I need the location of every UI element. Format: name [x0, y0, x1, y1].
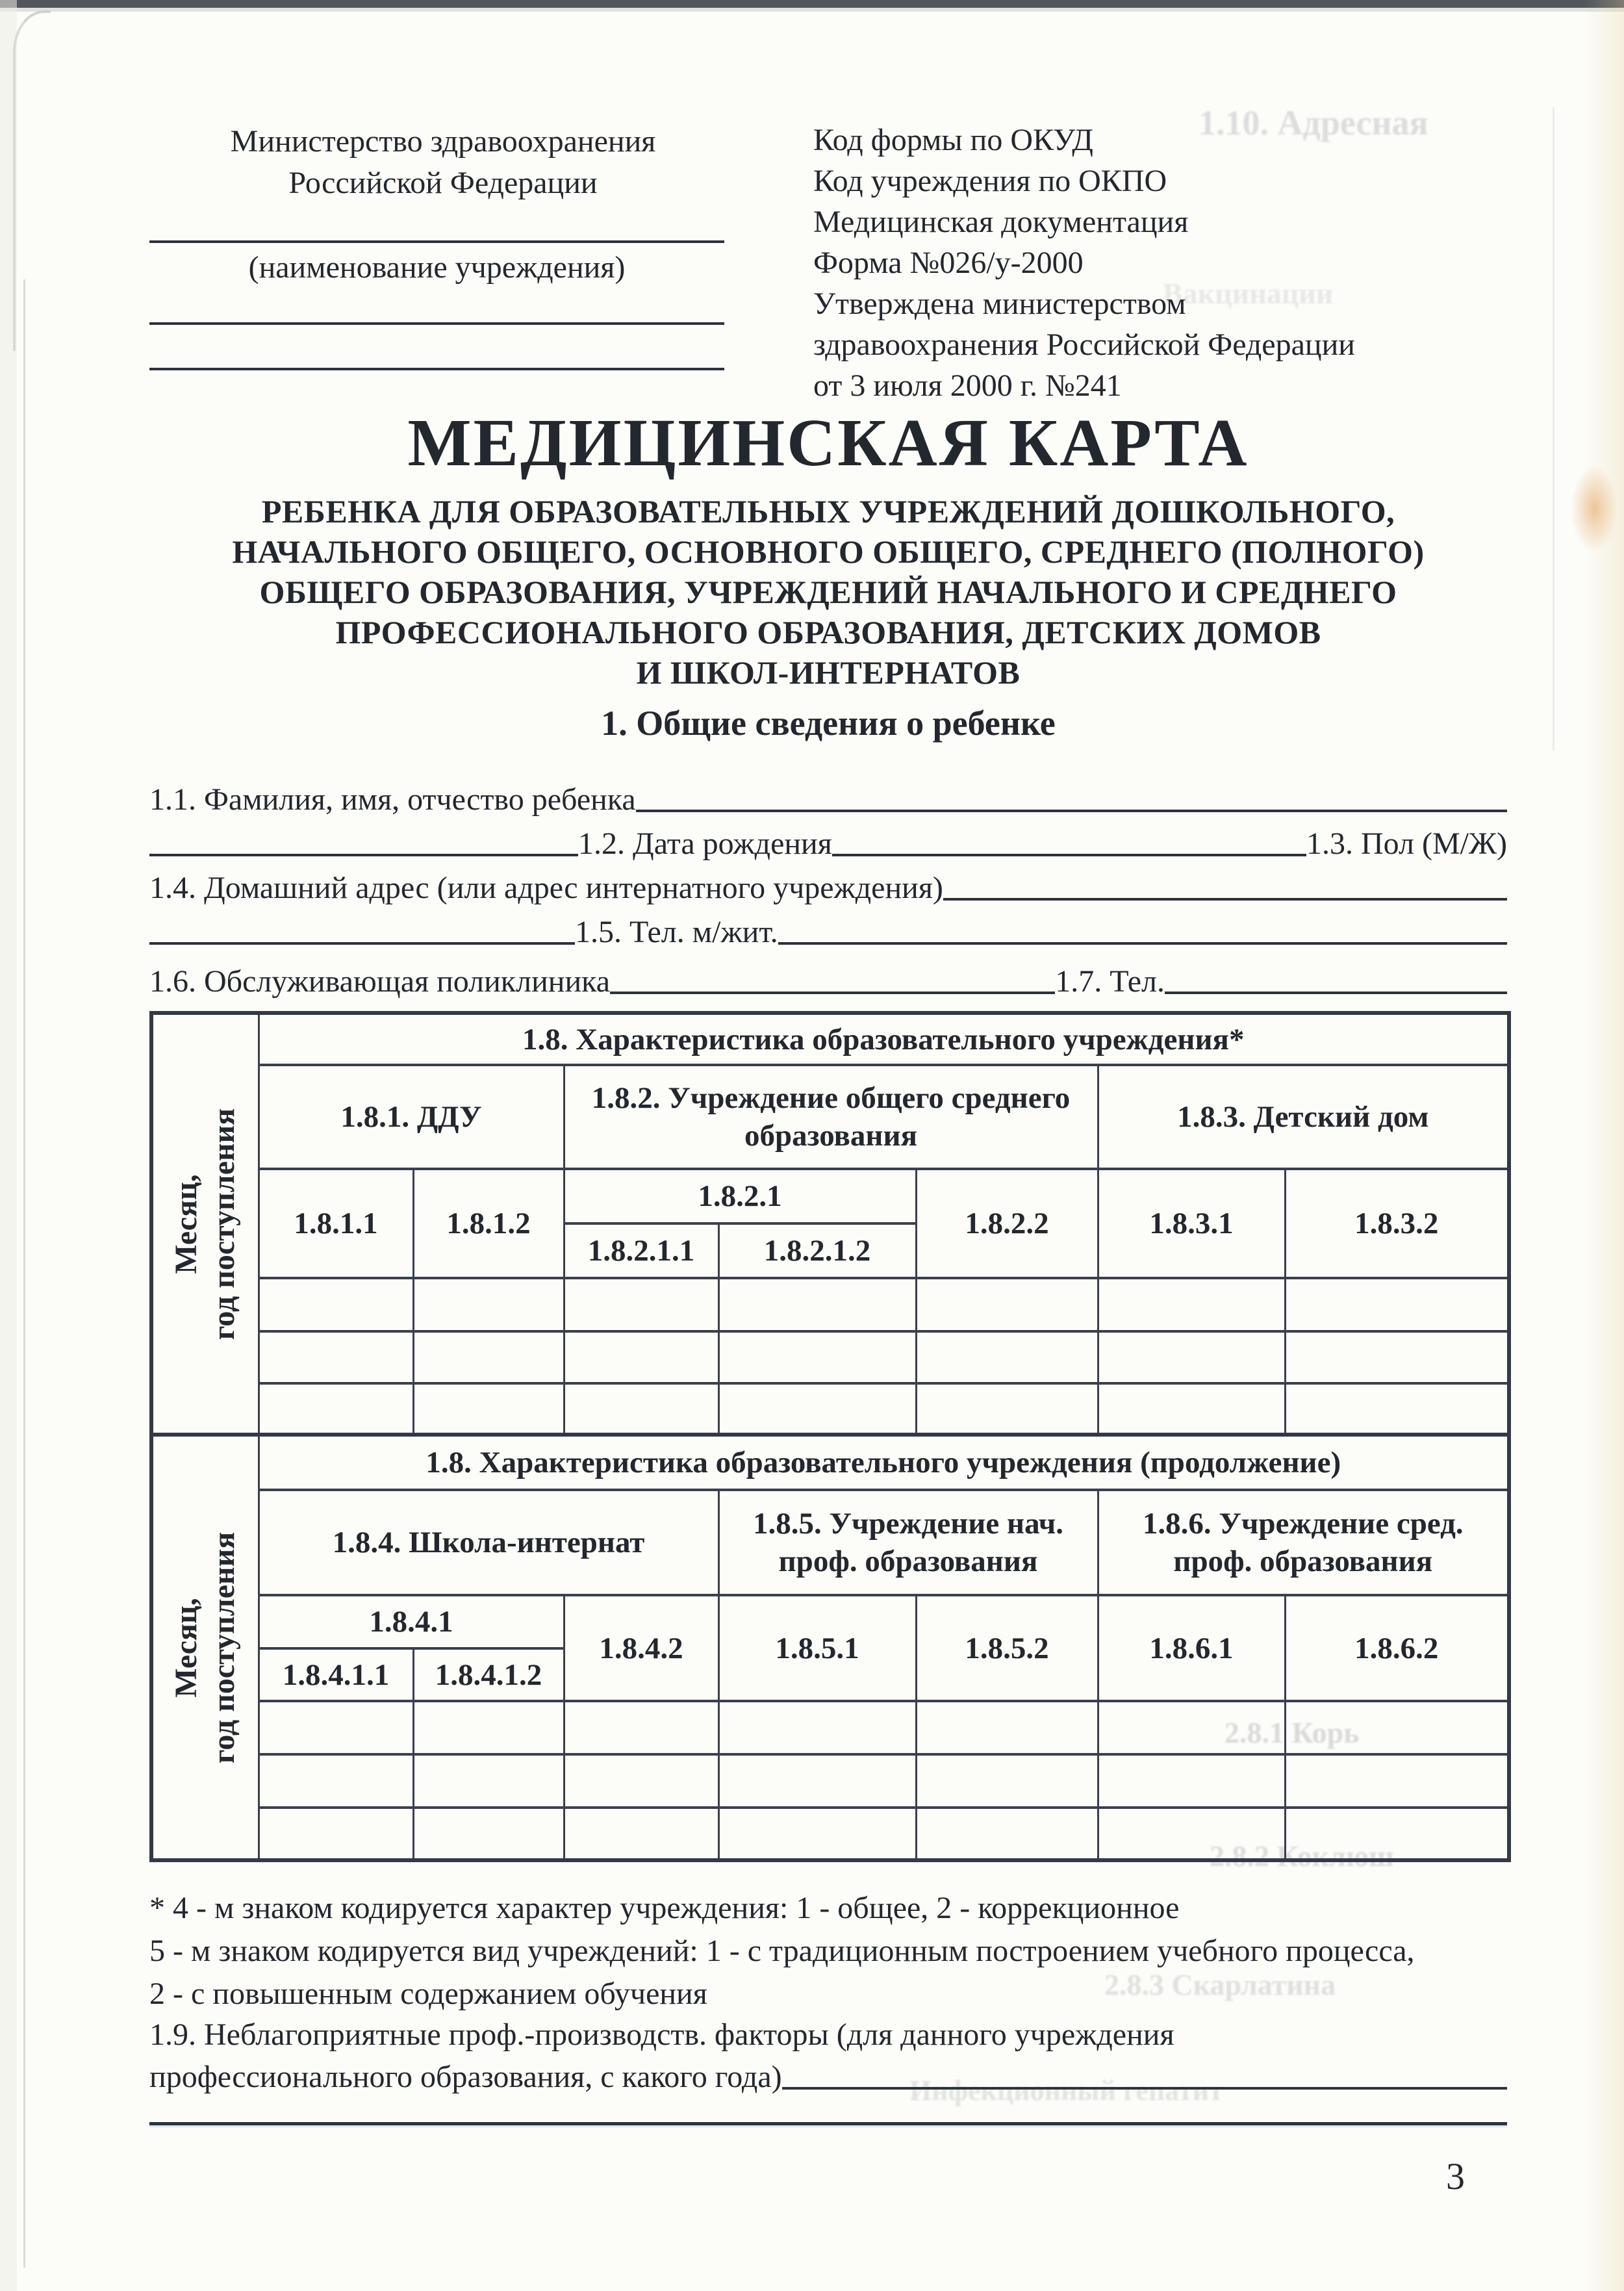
- empty-cell: [916, 1383, 1098, 1435]
- row-label-line2: год поступления: [207, 1108, 242, 1340]
- field-1-4-label: 1.4. Домашний адрес (или адрес интернатного учреждения): [149, 871, 943, 905]
- page-number: 3: [1446, 2155, 1465, 2197]
- empty-cell: [259, 1754, 413, 1808]
- empty-cell: [718, 1383, 916, 1435]
- empty-cell: [1098, 1701, 1285, 1754]
- doc-type-label: Медицинская документация: [813, 205, 1189, 239]
- field-1-5-label: 1.5. Тел. м/жит.: [575, 915, 778, 949]
- empty-cell: [413, 1701, 564, 1754]
- empty-cell: [916, 1808, 1098, 1860]
- subtitle-line: НАЧАЛЬНОГО ОБЩЕГО, ОСНОВНОГО ОБЩЕГО, СРЕДНЕГО (ПОЛНОГО): [232, 533, 1425, 570]
- field-1-1-blank: [636, 810, 1507, 812]
- empty-cell: [413, 1331, 564, 1383]
- field-1-7-label: 1.7. Тел.: [1055, 964, 1165, 999]
- bleed-through-text: 1.10. Адресная: [1199, 103, 1428, 142]
- empty-cell: [718, 1754, 916, 1808]
- field-row-1-5: [149, 907, 1507, 950]
- col-1-8-4-1: 1.8.4.1: [259, 1595, 564, 1648]
- empty-cell: [564, 1331, 718, 1383]
- group-1-8-5-line2: проф. образования: [778, 1544, 1038, 1578]
- blank-line: [149, 322, 724, 325]
- empty-cell: [718, 1808, 916, 1860]
- table-1-8-wrapper: [149, 1011, 1507, 1862]
- empty-cell: [564, 1701, 718, 1754]
- page-corner-curl: [13, 10, 51, 351]
- empty-cell: [259, 1701, 413, 1754]
- field-1-1-label: 1.1. Фамилия, имя, отчество ребенка: [149, 782, 636, 817]
- field-row-1-2-1-3: [149, 819, 1507, 862]
- empty-cell: [1285, 1808, 1509, 1860]
- empty-cell: [564, 1808, 718, 1860]
- col-1-8-3-1: 1.8.3.1: [1098, 1169, 1285, 1278]
- field-1-5-blank: [778, 942, 1507, 945]
- col-1-8-3-2: 1.8.3.2: [1285, 1169, 1509, 1278]
- subtitle-line: И ШКОЛ-ИНТЕРНАТОВ: [636, 654, 1021, 691]
- col-1-8-5-2: 1.8.5.2: [916, 1595, 1098, 1701]
- row-label-month-year: [151, 1435, 259, 1860]
- group-1-8-6-secondary-vocational: [1098, 1490, 1509, 1595]
- field-1-9-label-line2: профессионального образования, с какого года): [149, 2060, 782, 2094]
- table-footnote: [149, 1887, 1507, 2016]
- subtitle-line: РЕБЕНКА ДЛЯ ОБРАЗОВАТЕЛЬНЫХ УЧРЕЖДЕНИЙ ДОШКОЛЬНОГО,: [261, 493, 1395, 530]
- empty-cell: [564, 1754, 718, 1808]
- group-1-8-6-line1: 1.8.6. Учреждение сред.: [1142, 1507, 1464, 1541]
- empty-cell: [1285, 1383, 1509, 1435]
- table1-title-cell: 1.8. Характеристика образовательного учреждения*: [259, 1013, 1509, 1065]
- group-1-8-6-line2: проф. образования: [1173, 1544, 1433, 1578]
- scanner-edge-top-highlight: [0, 8, 1624, 12]
- ministry-line2: Российской Федерации: [288, 166, 598, 200]
- col-1-8-1-2: 1.8.1.2: [413, 1169, 564, 1278]
- field-1-9-blank: [782, 2087, 1507, 2090]
- page-right-tint: [1584, 0, 1624, 2291]
- empty-cell: [916, 1701, 1098, 1754]
- bleed-through-text: 2.8.1 Корь: [1224, 1716, 1360, 1749]
- field-1-4-blank-continued: [149, 942, 575, 945]
- table-1-8-education-institution-continued: [149, 1433, 1511, 1862]
- bleed-through-text: 2.8.2 Коклюш: [1210, 1839, 1394, 1873]
- footnote-line1: * 4 - м знаком кодируется характер учреждения: 1 - общее, 2 - коррекционное: [149, 1891, 1180, 1925]
- row-label-month-year-text: [168, 1453, 243, 1843]
- page-left-fold-line: [23, 279, 25, 2268]
- empty-cell: [1098, 1331, 1285, 1383]
- okud-code-label: Код формы по ОКУД: [813, 123, 1093, 157]
- col-1-8-4-1-1: 1.8.4.1.1: [259, 1648, 413, 1701]
- approval-line1: Утверждена министерством: [813, 287, 1186, 321]
- empty-cell: [413, 1808, 564, 1860]
- document-subtitle: [149, 491, 1507, 693]
- table-1-8-education-institution: [149, 1011, 1511, 1437]
- empty-cell: [718, 1278, 916, 1331]
- group-1-8-2-secondary-school: [564, 1065, 1098, 1169]
- approval-line2: здравоохранения Российской Федерации: [813, 327, 1355, 362]
- footnote-line3: 2 - с повышенным содержанием обучения: [149, 1977, 707, 2011]
- field-1-4-blank: [943, 898, 1507, 901]
- document-title: МЕДИЦИНСКАЯ КАРТА: [407, 405, 1249, 480]
- col-1-8-5-1: 1.8.5.1: [718, 1595, 916, 1701]
- group-1-8-2-line1: 1.8.2. Учреждение общего среднего: [591, 1081, 1071, 1115]
- empty-cell: [259, 1808, 413, 1860]
- field-1-6-blank: [610, 992, 1055, 994]
- field-row-1-9: [149, 2052, 1507, 2095]
- row-label-line2: год поступления: [207, 1531, 242, 1763]
- row-label-line1: Месяц,: [169, 1173, 204, 1274]
- col-1-8-6-2: 1.8.6.2: [1285, 1595, 1509, 1701]
- form-approval-block: [813, 120, 1547, 406]
- empty-cell: [1285, 1331, 1509, 1383]
- col-1-8-6-1: 1.8.6.1: [1098, 1595, 1285, 1701]
- institution-name-caption: (наименование учреждения): [248, 250, 626, 285]
- empty-cell: [413, 1754, 564, 1808]
- row-label-month-year: [151, 1013, 259, 1435]
- field-1-2-blank: [832, 854, 1306, 856]
- row-label-month-year-text: [168, 1029, 243, 1419]
- bleed-through-text: Вакцинации: [1163, 277, 1334, 310]
- field-1-1-blank-continued: [149, 854, 578, 856]
- empty-cell: [916, 1754, 1098, 1808]
- empty-cell: [564, 1383, 718, 1435]
- group-1-8-5-primary-vocational: [718, 1490, 1098, 1595]
- field-1-2-label: 1.2. Дата рождения: [578, 826, 832, 861]
- section1-heading: 1. Общие сведения о ребенке: [601, 704, 1056, 743]
- empty-cell: [1098, 1278, 1285, 1331]
- subtitle-line: ПРОФЕССИОНАЛЬНОГО ОБРАЗОВАНИЯ, ДЕТСКИХ ДОМОВ: [335, 614, 1321, 650]
- scanner-edge-top: [0, 0, 1624, 8]
- empty-cell: [259, 1383, 413, 1435]
- group-1-8-1-ddu: 1.8.1. ДДУ: [259, 1065, 564, 1169]
- field-1-3-label: 1.3. Пол (М/Ж): [1306, 826, 1507, 861]
- empty-cell: [564, 1278, 718, 1331]
- empty-cell: [916, 1278, 1098, 1331]
- empty-cell: [718, 1701, 916, 1754]
- issuing-ministry-block: [196, 121, 690, 204]
- empty-cell: [1285, 1701, 1509, 1754]
- approval-date: от 3 июля 2000 г. №241: [813, 368, 1122, 403]
- empty-cell: [259, 1331, 413, 1383]
- col-1-8-1-1: 1.8.1.1: [259, 1169, 413, 1278]
- empty-cell: [916, 1331, 1098, 1383]
- bleed-through-text: Инфекционный гепатит: [909, 2075, 1223, 2106]
- col-1-8-2-1: 1.8.2.1: [564, 1169, 916, 1223]
- field-row-1-1: [149, 774, 1507, 817]
- group-1-8-2-line2: образования: [744, 1119, 918, 1153]
- col-1-8-2-2: 1.8.2.2: [916, 1169, 1098, 1278]
- empty-cell: [1285, 1278, 1509, 1331]
- group-1-8-3-orphanage: 1.8.3. Детский дом: [1098, 1065, 1509, 1169]
- row-label-line1: Месяц,: [169, 1597, 204, 1698]
- blank-line: [149, 368, 724, 370]
- empty-cell: [1098, 1383, 1285, 1435]
- empty-cell: [413, 1383, 564, 1435]
- empty-cell: [718, 1331, 916, 1383]
- field-1-9-label-line1: 1.9. Неблагоприятные проф.-производств. факторы (для данного учреждения: [149, 2017, 1174, 2052]
- scan-smudge: [1571, 465, 1618, 552]
- bleed-through-text: 2.8.3 Скарлатина: [1104, 1968, 1336, 2001]
- empty-cell: [259, 1278, 413, 1331]
- table2-title-cell: 1.8. Характеристика образовательного учреждения (продолжение): [259, 1435, 1509, 1490]
- bleed-through-line: [1553, 107, 1554, 750]
- field-1-9-blank-continued: [149, 2122, 1507, 2125]
- footnote-line2: 5 - м знаком кодируется вид учреждений: 1 - с традиционным построением учебного процесса,: [149, 1934, 1415, 1968]
- col-1-8-4-2: 1.8.4.2: [564, 1595, 718, 1701]
- form-number-label: Форма №026/у-2000: [813, 246, 1084, 280]
- field-1-6-label: 1.6. Обслуживающая поликлиника: [149, 964, 611, 999]
- empty-cell: [1098, 1808, 1285, 1860]
- empty-cell: [1098, 1754, 1285, 1808]
- field-1-7-blank: [1165, 992, 1507, 994]
- okpo-code-label: Код учреждения по ОКПО: [813, 164, 1167, 198]
- group-1-8-4-boarding-school: 1.8.4. Школа-интернат: [259, 1490, 718, 1595]
- subtitle-line: ОБЩЕГО ОБРАЗОВАНИЯ, УЧРЕЖДЕНИЙ НАЧАЛЬНОГО И СРЕДНЕГО: [259, 574, 1397, 610]
- group-1-8-5-line1: 1.8.5. Учреждение нач.: [753, 1507, 1063, 1541]
- institution-name-line: [149, 240, 724, 243]
- ministry-line1: Министерство здравоохранения: [230, 124, 656, 159]
- empty-cell: [413, 1278, 564, 1331]
- col-1-8-4-1-2: 1.8.4.1.2: [413, 1648, 564, 1701]
- col-1-8-2-1-1: 1.8.2.1.1: [564, 1223, 718, 1278]
- empty-cell: [1285, 1754, 1509, 1808]
- field-row-1-6-1-7: [149, 956, 1507, 999]
- field-row-1-4: [149, 863, 1507, 906]
- col-1-8-2-1-2: 1.8.2.1.2: [718, 1223, 916, 1278]
